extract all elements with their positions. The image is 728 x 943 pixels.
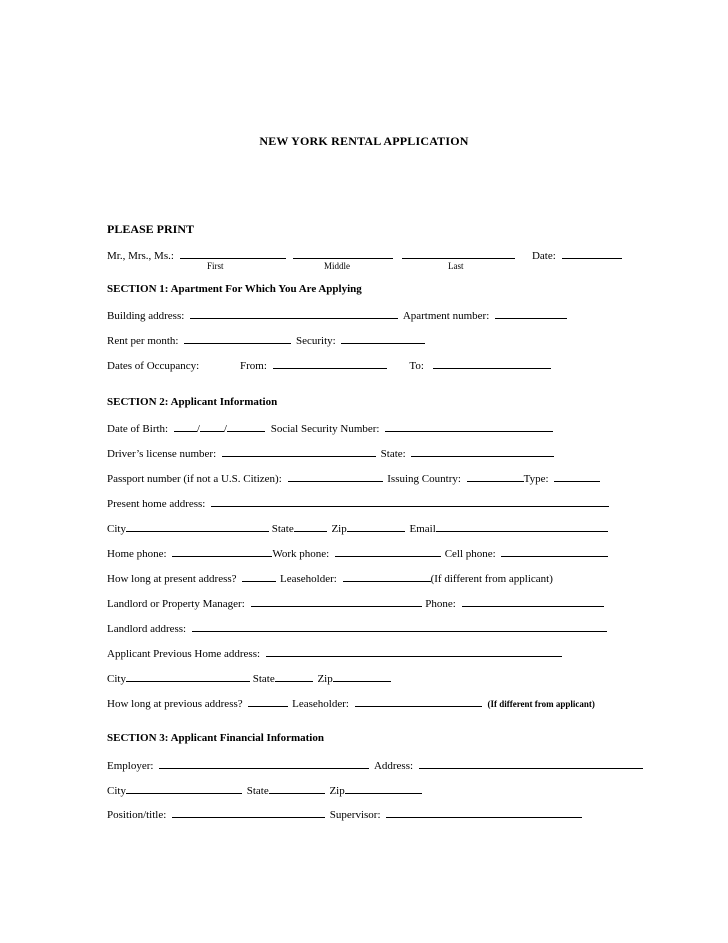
please-print-heading: PLEASE PRINT xyxy=(107,222,195,236)
position-title-field[interactable] xyxy=(172,807,325,818)
employer-city-field[interactable] xyxy=(126,783,242,794)
dates-of-occupancy-label: Dates of Occupancy: xyxy=(107,360,200,372)
first-sublabel: First xyxy=(207,261,224,271)
prev-zip-label: Zip xyxy=(317,673,333,685)
previous-home-address-field[interactable] xyxy=(266,646,562,657)
email-label: Email xyxy=(409,523,436,535)
type-field[interactable] xyxy=(554,471,600,482)
occupancy-row xyxy=(107,358,551,372)
date-field[interactable] xyxy=(562,248,622,259)
employer-zip-field[interactable] xyxy=(345,783,422,794)
date-label: Date: xyxy=(531,250,556,262)
section1-heading: SECTION 1: Apartment For Which You Are Applying xyxy=(107,283,362,295)
if-different-prev-note: (If different from applicant) xyxy=(487,699,595,709)
landlord-manager-field[interactable] xyxy=(251,596,422,607)
employer-address-label: Address: xyxy=(373,760,414,772)
city-label: City xyxy=(107,523,126,535)
home-phone-label: Home phone: xyxy=(107,548,167,560)
section3-heading: SECTION 3: Applicant Financial Information xyxy=(107,732,324,744)
document-title: NEW YORK RENTAL APPLICATION xyxy=(259,134,469,148)
employer-field[interactable] xyxy=(159,758,369,769)
section2-heading: SECTION 2: Applicant Information xyxy=(107,396,278,408)
present-home-address-field[interactable] xyxy=(211,496,609,507)
prev-state-label: State xyxy=(252,673,275,685)
rent-per-month-field[interactable] xyxy=(184,333,291,344)
city-field[interactable] xyxy=(126,521,269,532)
first-name-field[interactable] xyxy=(180,248,286,259)
last-name-field[interactable] xyxy=(402,248,515,259)
landlord-manager-row xyxy=(107,596,604,610)
from-label: From: xyxy=(240,360,267,372)
prev-city-field[interactable] xyxy=(126,671,250,682)
employer-zip-label: Zip xyxy=(329,785,345,797)
previous-home-address-label: Applicant Previous Home address: xyxy=(107,648,261,660)
dob-day-field[interactable] xyxy=(200,421,224,432)
employer-city-row xyxy=(107,783,422,797)
passport-row xyxy=(107,471,600,485)
ssn-field[interactable] xyxy=(385,421,553,432)
how-long-previous-label: How long at previous address? xyxy=(107,698,243,710)
prev-city-label: City xyxy=(107,673,126,685)
employer-state-label: State xyxy=(246,785,269,797)
landlord-address-label: Landlord address: xyxy=(107,623,187,635)
dob-separator-1: / xyxy=(196,423,200,435)
drivers-license-label: Driver’s license number: xyxy=(107,448,217,460)
passport-label: Passport number (if not a U.S. Citizen): xyxy=(107,473,282,485)
supervisor-field[interactable] xyxy=(386,807,582,818)
present-home-address-label: Present home address: xyxy=(107,498,206,510)
building-address-field[interactable] xyxy=(190,308,398,319)
type-label: Type: xyxy=(523,473,549,485)
position-title-label: Position/title: xyxy=(107,809,167,821)
prev-state-field[interactable] xyxy=(275,671,313,682)
work-phone-field[interactable] xyxy=(335,546,441,557)
dl-state-field[interactable] xyxy=(411,446,554,457)
name-label: Mr., Mrs., Ms.: xyxy=(107,250,174,262)
leaseholder-label: Leaseholder: xyxy=(280,573,337,585)
previous-city-row xyxy=(107,671,391,685)
work-phone-label: Work phone: xyxy=(272,548,330,560)
name-row xyxy=(107,248,622,262)
last-sublabel: Last xyxy=(448,261,464,271)
dob-month-field[interactable] xyxy=(174,421,197,432)
how-long-present-label: How long at present address? xyxy=(107,573,237,585)
city-state-zip-email-row xyxy=(107,521,608,535)
dob-year-field[interactable] xyxy=(227,421,265,432)
building-row xyxy=(107,308,567,322)
employer-city-label: City xyxy=(107,785,126,797)
to-date-field[interactable] xyxy=(433,358,551,369)
how-long-previous-row xyxy=(107,696,595,710)
apartment-number-label: Apartment number: xyxy=(402,310,490,322)
to-label: To: xyxy=(409,360,424,372)
rent-row xyxy=(107,333,425,347)
prev-leaseholder-field[interactable] xyxy=(355,696,482,707)
building-address-label: Building address: xyxy=(107,310,185,322)
home-phone-field[interactable] xyxy=(172,546,272,557)
dob-row xyxy=(107,421,553,435)
state-label: State xyxy=(271,523,294,535)
passport-field[interactable] xyxy=(288,471,383,482)
how-long-present-field[interactable] xyxy=(242,571,276,582)
prev-zip-field[interactable] xyxy=(333,671,391,682)
landlord-phone-label: Phone: xyxy=(425,598,456,610)
employer-row xyxy=(107,758,643,772)
issuing-country-label: Issuing Country: xyxy=(387,473,461,485)
leaseholder-field[interactable] xyxy=(343,571,431,582)
middle-sublabel: Middle xyxy=(324,261,350,271)
drivers-license-field[interactable] xyxy=(222,446,376,457)
apartment-number-field[interactable] xyxy=(495,308,567,319)
zip-field[interactable] xyxy=(347,521,405,532)
prev-leaseholder-label: Leaseholder: xyxy=(292,698,349,710)
email-field[interactable] xyxy=(436,521,608,532)
security-label: Security: xyxy=(296,335,336,347)
landlord-address-field[interactable] xyxy=(192,621,607,632)
position-row xyxy=(107,807,582,821)
landlord-address-row xyxy=(107,621,607,635)
employer-address-field[interactable] xyxy=(419,758,643,769)
landlord-manager-label: Landlord or Property Manager: xyxy=(107,598,245,610)
dl-state-label: State: xyxy=(380,448,406,460)
state-field[interactable] xyxy=(294,521,327,532)
employer-state-field[interactable] xyxy=(269,783,325,794)
issuing-country-field[interactable] xyxy=(467,471,524,482)
phones-row xyxy=(107,546,608,560)
present-address-row xyxy=(107,496,609,510)
zip-label: Zip xyxy=(331,523,347,535)
how-long-present-row xyxy=(107,571,553,585)
cell-phone-label: Cell phone: xyxy=(444,548,496,560)
dob-label: Date of Birth: xyxy=(107,423,169,435)
rent-per-month-label: Rent per month: xyxy=(107,335,179,347)
drivers-license-row xyxy=(107,446,554,460)
supervisor-label: Supervisor: xyxy=(329,809,381,821)
security-field[interactable] xyxy=(341,333,425,344)
ssn-label: Social Security Number: xyxy=(270,423,380,435)
employer-label: Employer: xyxy=(107,760,154,772)
previous-address-row xyxy=(107,646,562,660)
dob-separator-2: / xyxy=(223,423,227,435)
from-date-field[interactable] xyxy=(273,358,387,369)
middle-name-field[interactable] xyxy=(293,248,393,259)
cell-phone-field[interactable] xyxy=(501,546,608,557)
landlord-phone-field[interactable] xyxy=(462,596,604,607)
if-different-note: (If different from applicant) xyxy=(430,573,553,585)
how-long-previous-field[interactable] xyxy=(248,696,288,707)
